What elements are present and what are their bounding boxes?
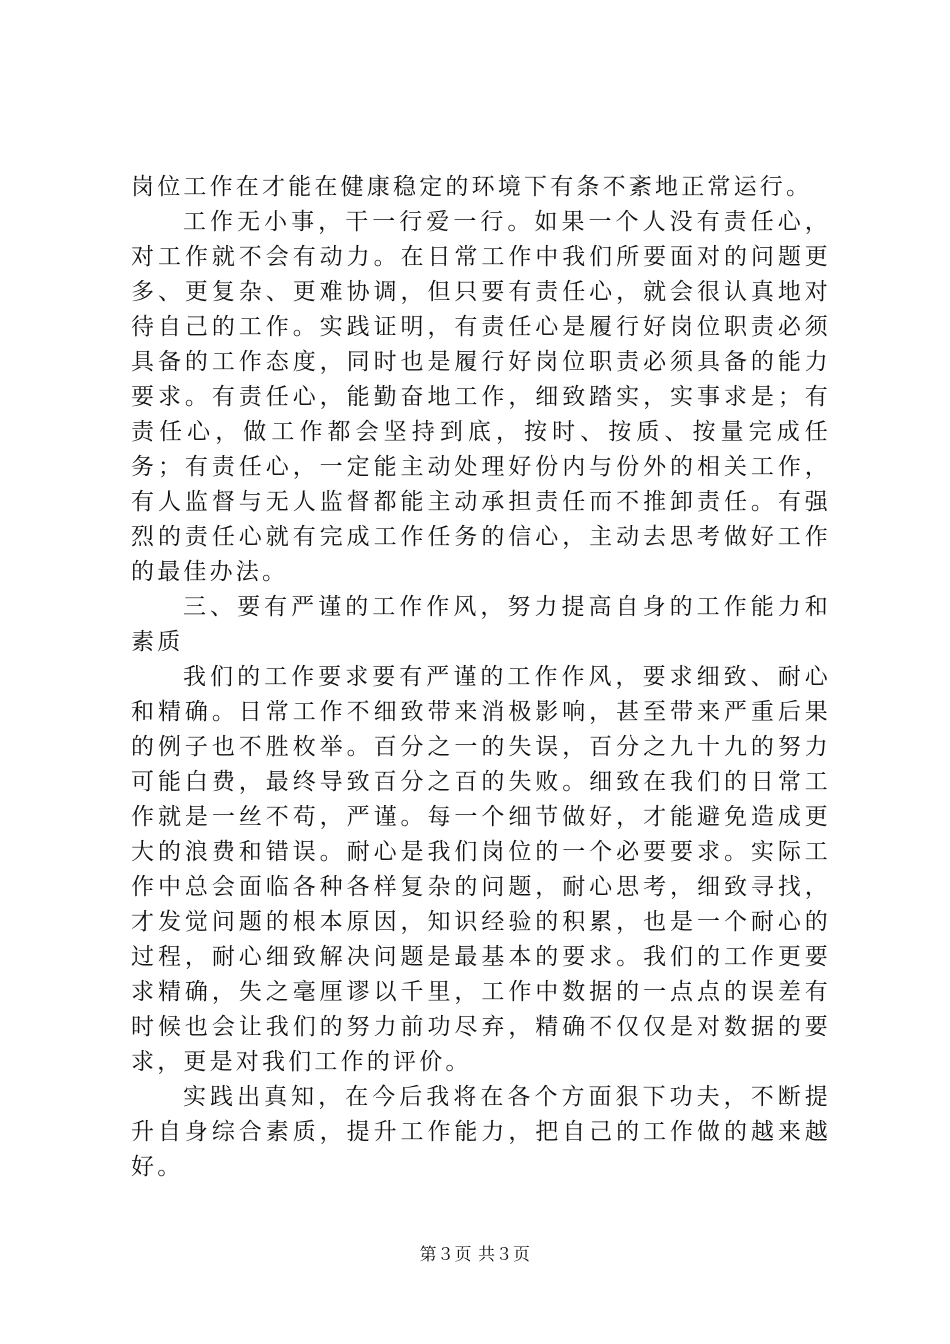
paragraph-responsibility: 工作无小事，干一行爱一行。如果一个人没有责任心，对工作就不会有动力。在日常工作中我们所要面对的问题更多、更复杂、更难协调，但只要有责任心，就会很认真地对待自己的工作。实践证明，有责任心是履行好岗位职责必须具备的工作态度，同时也是履行好岗位职责必须具备的能力要求。有责任心，能勤奋地工作，细致踏实，实事求是；有责任心，做工作都会坚持到底，按时、按质、按量完成任务；有责任心，一定能主动处理好份内与份外的相关工作，有人监督与无人监督都能主动承担责任而不推卸责任。有强烈的责任心就有完成工作任务的信心，主动去思考做好工作的最佳办法。 (131, 209, 831, 585)
section-heading: 三、要有严谨的工作作风，努力提高自身的工作能力和素质 (131, 594, 831, 655)
paragraph-continuation: 岗位工作在才能在健康稳定的环境下有条不紊地正常运行。 (131, 174, 813, 200)
paragraph-work-style: 我们的工作要求要有严谨的工作作风，要求细致、耐心和精确。日常工作不细致带来消极影响，甚至带来严重后果的例子也不胜枚举。百分之一的失误，百分之九十九的努力可能白费，最终导致百分之百的失败。细致在我们的日常工作就是一丝不苟，严谨。每一个细节做好，才能避免造成更大的浪费和错误。耐心是我们岗位的一个必要要求。实际工作中总会面临各种各样复杂的问题，耐心思考，细致寻找，才发觉问题的根本原因，知识经验的积累，也是一个耐心的过程，耐心细致解决问题是最基本的要求。我们的工作更要求精确，失之毫厘谬以千里，工作中数据的一点点的误差有时候也会让我们的努力前功尽弃，精确不仅仅是对数据的要求，更是对我们工作的评价。 (131, 664, 831, 1075)
page-number-footer: 第３页 共３页 (419, 1245, 531, 1265)
paragraph-conclusion: 实践出真知，在今后我将在各个方面狠下功夫，不断提升自身综合素质，提升工作能力，把自己的工作做的越来越好。 (131, 1084, 831, 1180)
document-body (131, 170, 831, 1185)
